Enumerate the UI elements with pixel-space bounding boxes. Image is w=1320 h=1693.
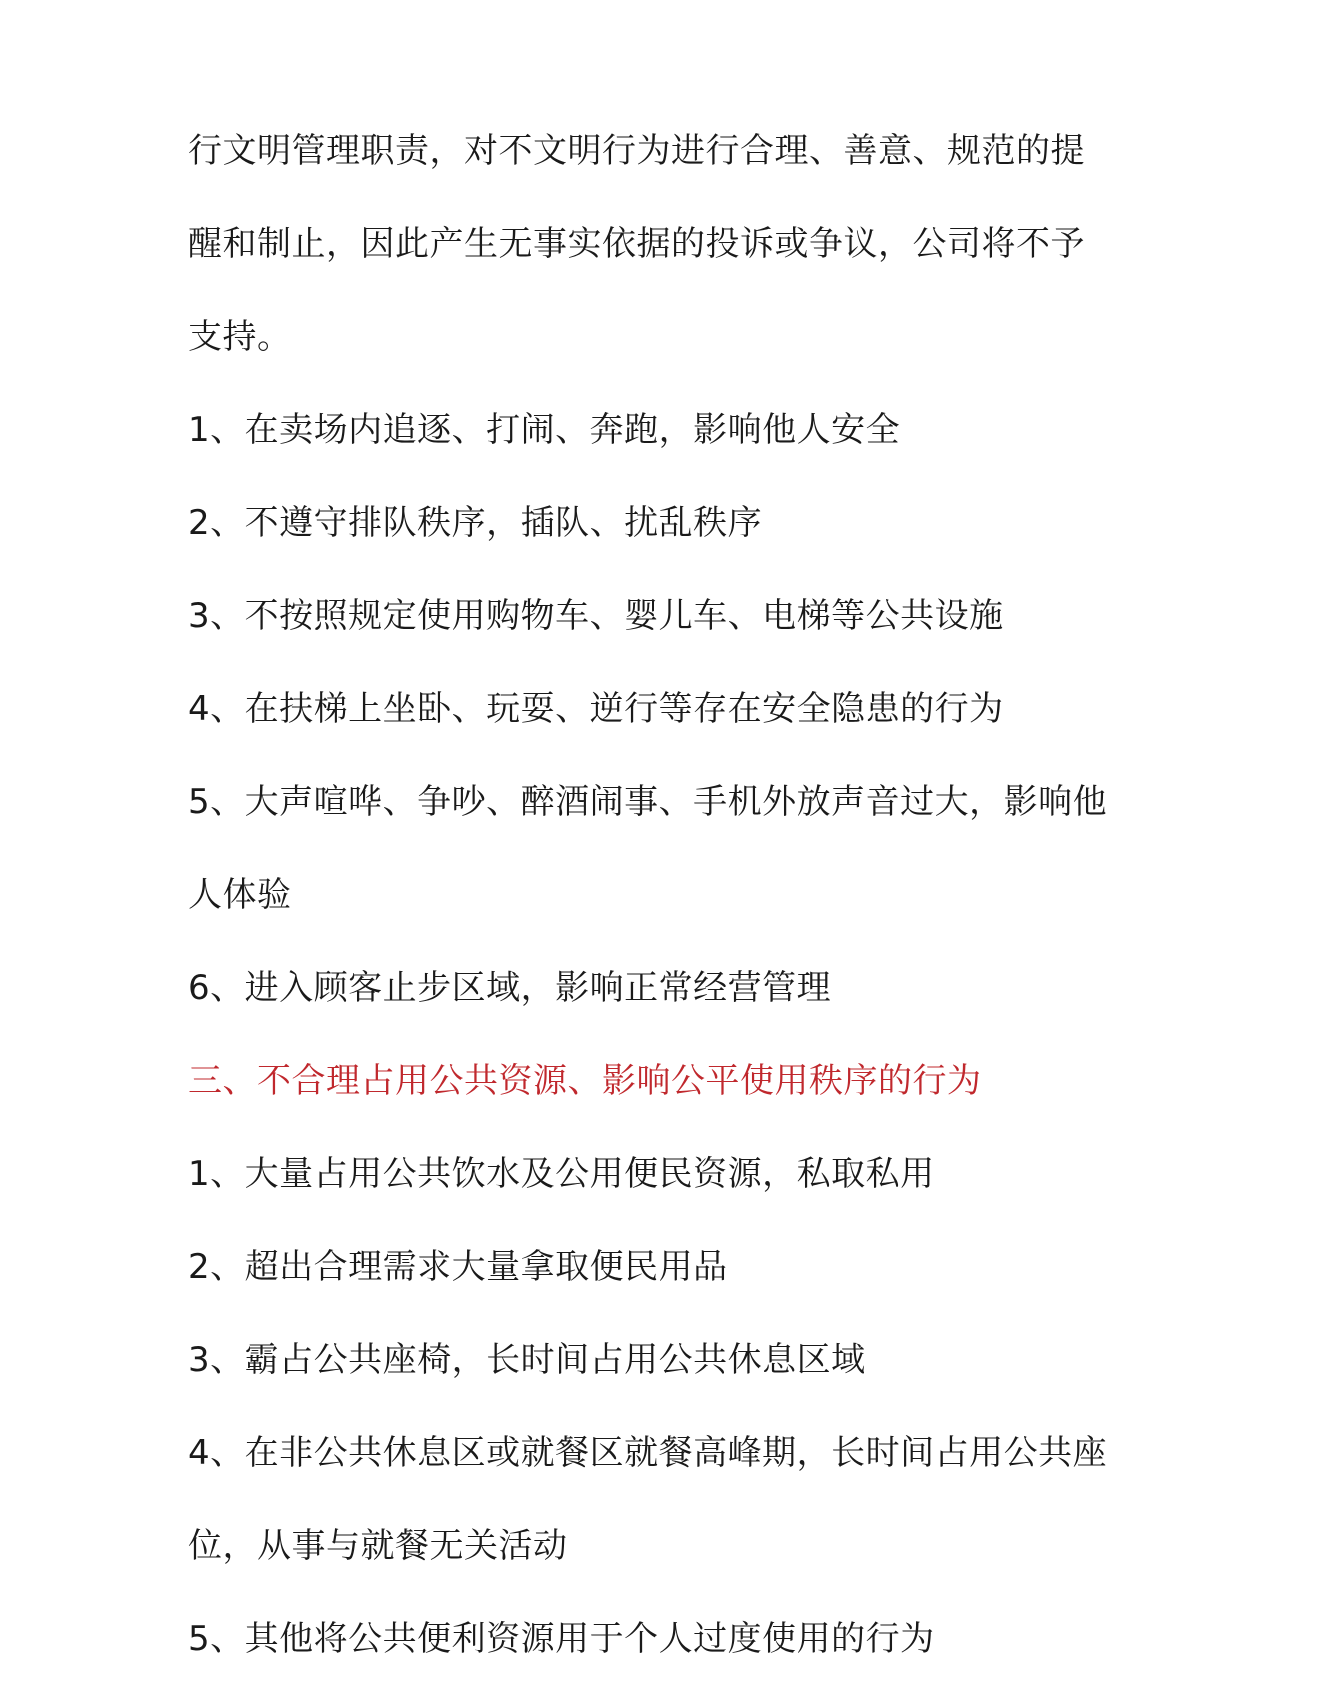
list-item: 3、霸占公共座椅，长时间占用公共休息区域 <box>188 1340 866 1380</box>
list-item: 2、不遵守排队秩序，插队、扰乱秩序 <box>188 503 763 543</box>
list-item-continuation: 位，从事与就餐无关活动 <box>188 1526 568 1566</box>
list-item: 1、在卖场内追逐、打闹、奔跑，影响他人安全 <box>188 410 901 450</box>
list-item-continuation: 人体验 <box>188 875 292 915</box>
list-item: 3、不按照规定使用购物车、婴儿车、电梯等公共设施 <box>188 596 1004 636</box>
list-item: 6、进入顾客止步区域，影响正常经营管理 <box>188 968 832 1008</box>
list-item: 1、大量占用公共饮水及公用便民资源，私取私用 <box>188 1154 935 1194</box>
intro-line: 行文明管理职责，对不文明行为进行合理、善意、规范的提 <box>188 131 1085 171</box>
intro-line: 醒和制止，因此产生无事实依据的投诉或争议，公司将不予 <box>188 224 1085 264</box>
section-heading: 三、不合理占用公共资源、影响公平使用秩序的行为 <box>188 1061 982 1101</box>
list-item: 4、在非公共休息区或就餐区就餐高峰期，长时间占用公共座 <box>188 1433 1108 1473</box>
list-item: 2、超出合理需求大量拿取便民用品 <box>188 1247 728 1287</box>
list-item: 5、其他将公共便利资源用于个人过度使用的行为 <box>188 1619 935 1659</box>
list-item: 5、大声喧哗、争吵、醉酒闹事、手机外放声音过大，影响他 <box>188 782 1108 822</box>
list-item: 4、在扶梯上坐卧、玩耍、逆行等存在安全隐患的行为 <box>188 689 1004 729</box>
intro-line: 支持。 <box>188 317 292 357</box>
document-body <box>188 105 1138 1686</box>
